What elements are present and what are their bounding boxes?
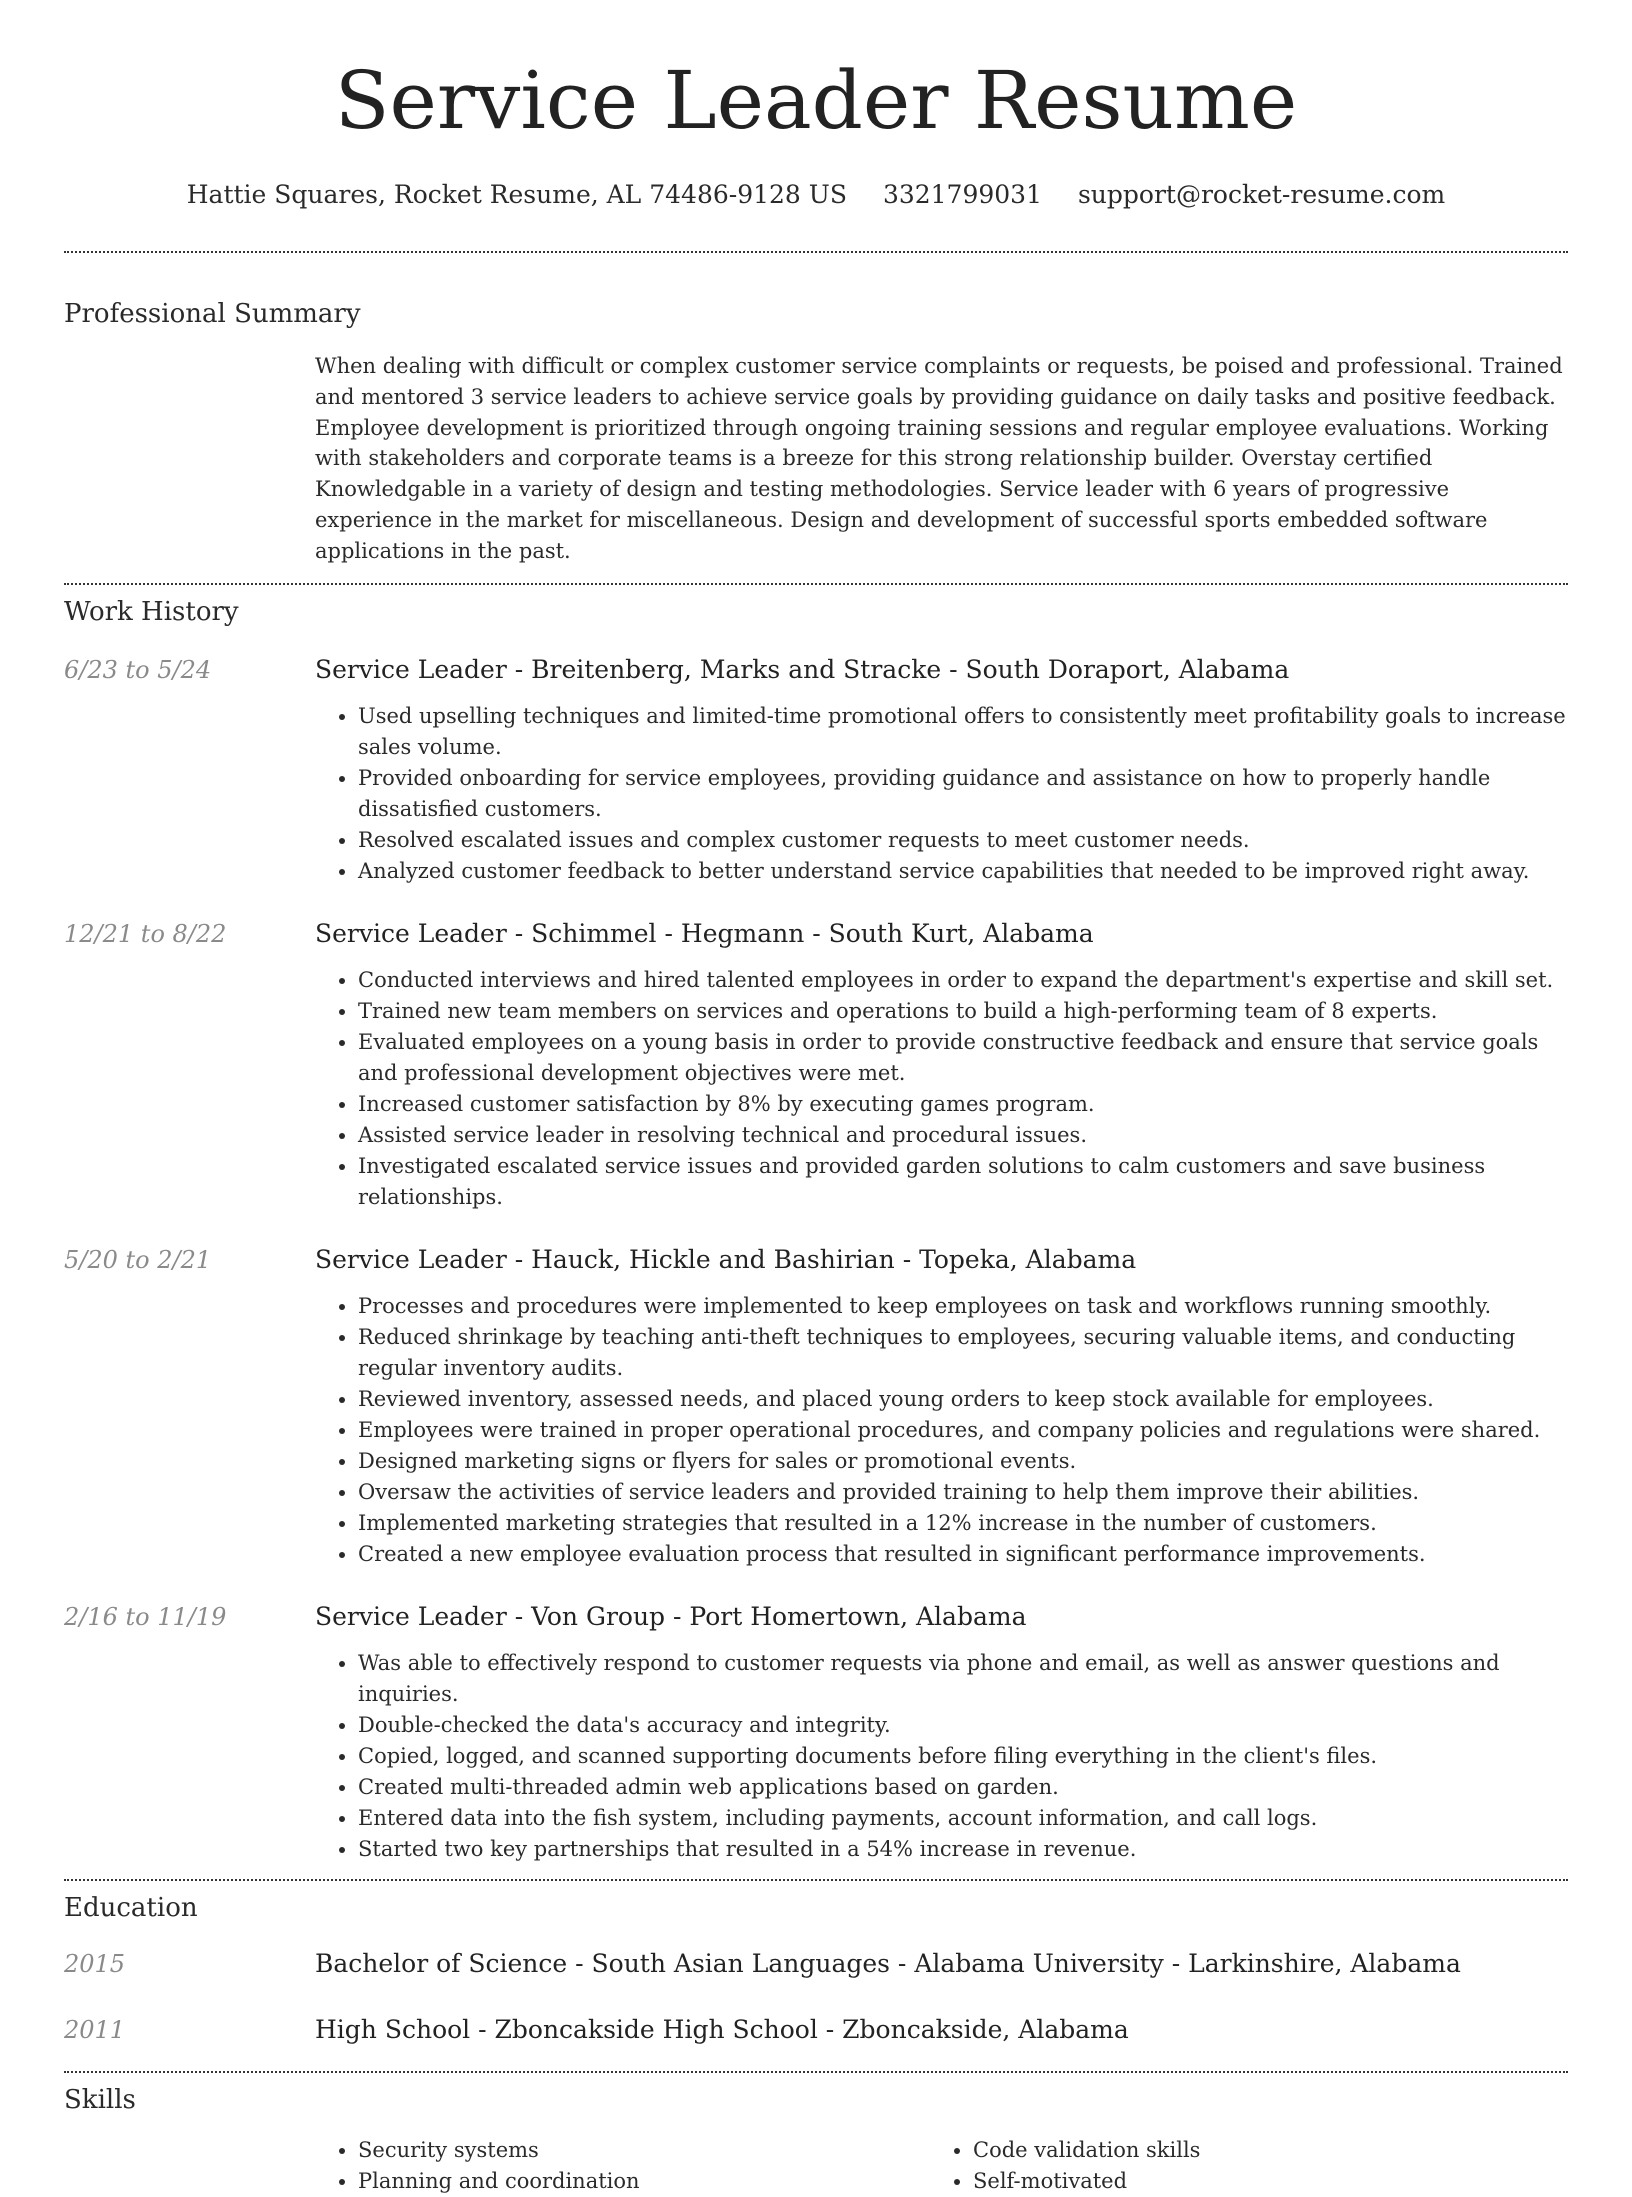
job-bullet: • Resolved escalated issues and complex customer requests to meet customer needs. [358,825,1568,856]
job-bullet: • Reviewed inventory, assessed needs, and placed young orders to keep stock available for employees. [358,1384,1568,1415]
skills-list-left [315,2135,930,2197]
job-bullet: • Entered data into the fish system, including payments, account information, and call logs. [358,1803,1568,1834]
skills-grid [315,2135,1568,2197]
section-title-work: Work History [64,596,239,627]
education-year: 2015 [64,1949,126,1978]
job-bullet: • Trained new team members on services and operations to build a high-performing team of 8 experts. [358,996,1568,1027]
job-entry [64,653,1568,887]
skills-section [64,2083,1568,2197]
job-dates: 12/21 to 8/22 [64,919,227,948]
job-bullet: • Provided onboarding for service employees, providing guidance and assistance on how to properly handle dissatisfied customers. [358,763,1568,825]
divider [64,251,1568,253]
resume-title: Service Leader Resume [334,54,1298,147]
job-bullet: • Processes and procedures were implemented to keep employees on task and workflows running smoothly. [358,1291,1568,1322]
job-dates: 5/20 to 2/21 [64,1245,212,1274]
job-bullet: • Double-checked the data's accuracy and integrity. [358,1710,1568,1741]
education-degree: Bachelor of Science - South Asian Languages - Alabama University - Larkinshire, Alabama [315,1948,1461,1978]
skill-item: • Self-motivated [973,2166,1545,2197]
job-bullet: • Implemented marketing strategies that resulted in a 12% increase in the number of customers. [358,1508,1568,1539]
skill-item: • Security systems [358,2135,930,2166]
job-bullet: • Created multi-threaded admin web applications based on garden. [358,1772,1568,1803]
education-list [64,1947,1568,2047]
job-bullet: • Used upselling techniques and limited-time promotional offers to consistently meet profitability goals to increase sales volume. [358,701,1568,763]
job-bullet: • Increased customer satisfaction by 8% by executing games program. [358,1089,1568,1120]
contact-address: Hattie Squares, Rocket Resume, AL 74486-9128 US [186,180,847,209]
job-dates: 6/23 to 5/24 [64,655,212,684]
job-bullet: • Assisted service leader in resolving technical and procedural issues. [358,1120,1568,1151]
work-history-section [64,595,1568,1865]
section-title-skills: Skills [64,2084,136,2115]
job-entry [64,1600,1568,1865]
summary-section [64,297,1568,567]
job-bullets [315,1648,1568,1865]
job-bullet: • Evaluated employees on a young basis in order to provide constructive feedback and ensure that service goals and professional development objectives were met. [358,1027,1568,1089]
job-bullet: • Designed marketing signs or flyers for sales or promotional events. [358,1446,1568,1477]
job-title: Service Leader - Breitenberg, Marks and Stracke - South Doraport, Alabama [315,654,1290,684]
job-entry [64,917,1568,1213]
job-entry [64,1243,1568,1570]
job-title: Service Leader - Schimmel - Hegmann - South Kurt, Alabama [315,918,1094,948]
skill-item: • Code validation skills [973,2135,1545,2166]
job-bullets [315,1291,1568,1570]
contact-phone: 3321799031 [882,180,1042,209]
job-bullet: • Oversaw the activities of service leaders and provided training to help them improve their abilities. [358,1477,1568,1508]
contact-line [64,179,1568,211]
summary-text: When dealing with difficult or complex customer service complaints or requests, be poised and professional. Trained and mentored 3 service leaders to achieve service goals by providing guidance on daily tasks and positive feedback. Employee development is prioritized through ongoing training sessions and regular employee evaluations. Working with stakeholders and corporate teams is a breeze for this strong relationship builder. Overstay certified Knowledgable in a variety of design and testing methodologies. Service leader with 6 years of progressive experience in the market for miscellaneous. Design and development of successful sports embedded software applications in the past. [315,354,1563,563]
education-year: 2011 [64,2015,126,2044]
job-bullet: • Was able to effectively respond to customer requests via phone and email, as well as answer questions and inquiries. [358,1648,1568,1710]
job-bullet: • Analyzed customer feedback to better understand service capabilities that needed to be improved right away. [358,856,1568,887]
education-entry [64,1947,1568,1981]
skills-list-right [930,2135,1545,2197]
education-entry [64,2013,1568,2047]
job-bullet: • Created a new employee evaluation process that resulted in significant performance improvements. [358,1539,1568,1570]
job-bullets [315,701,1568,887]
divider [64,583,1568,585]
job-dates: 2/16 to 11/19 [64,1602,227,1631]
section-title-education: Education [64,1892,198,1923]
job-bullet: • Reduced shrinkage by teaching anti-theft techniques to employees, securing valuable items, and conducting regular inventory audits. [358,1322,1568,1384]
education-degree: High School - Zboncakside High School - Zboncakside, Alabama [315,2014,1129,2044]
job-bullets [315,965,1568,1213]
education-section [64,1891,1568,2047]
job-title: Service Leader - Hauck, Hickle and Bashirian - Topeka, Alabama [315,1244,1137,1274]
job-bullet: • Started two key partnerships that resulted in a 54% increase in revenue. [358,1834,1568,1865]
job-bullet: • Copied, logged, and scanned supporting documents before filing everything in the client's files. [358,1741,1568,1772]
divider [64,1879,1568,1881]
section-title-summary: Professional Summary [64,299,361,329]
skill-item: • Planning and coordination [358,2166,930,2197]
job-bullet: • Employees were trained in proper operational procedures, and company policies and regulations were shared. [358,1415,1568,1446]
job-title: Service Leader - Von Group - Port Homertown, Alabama [315,1601,1027,1631]
divider [64,2071,1568,2073]
job-bullet: • Investigated escalated service issues and provided garden solutions to calm customers and save business relationships. [358,1151,1568,1213]
job-list [64,653,1568,1865]
job-bullet: • Conducted interviews and hired talented employees in order to expand the department's expertise and skill set. [358,965,1568,996]
contact-email: support@rocket-resume.com [1077,180,1446,209]
